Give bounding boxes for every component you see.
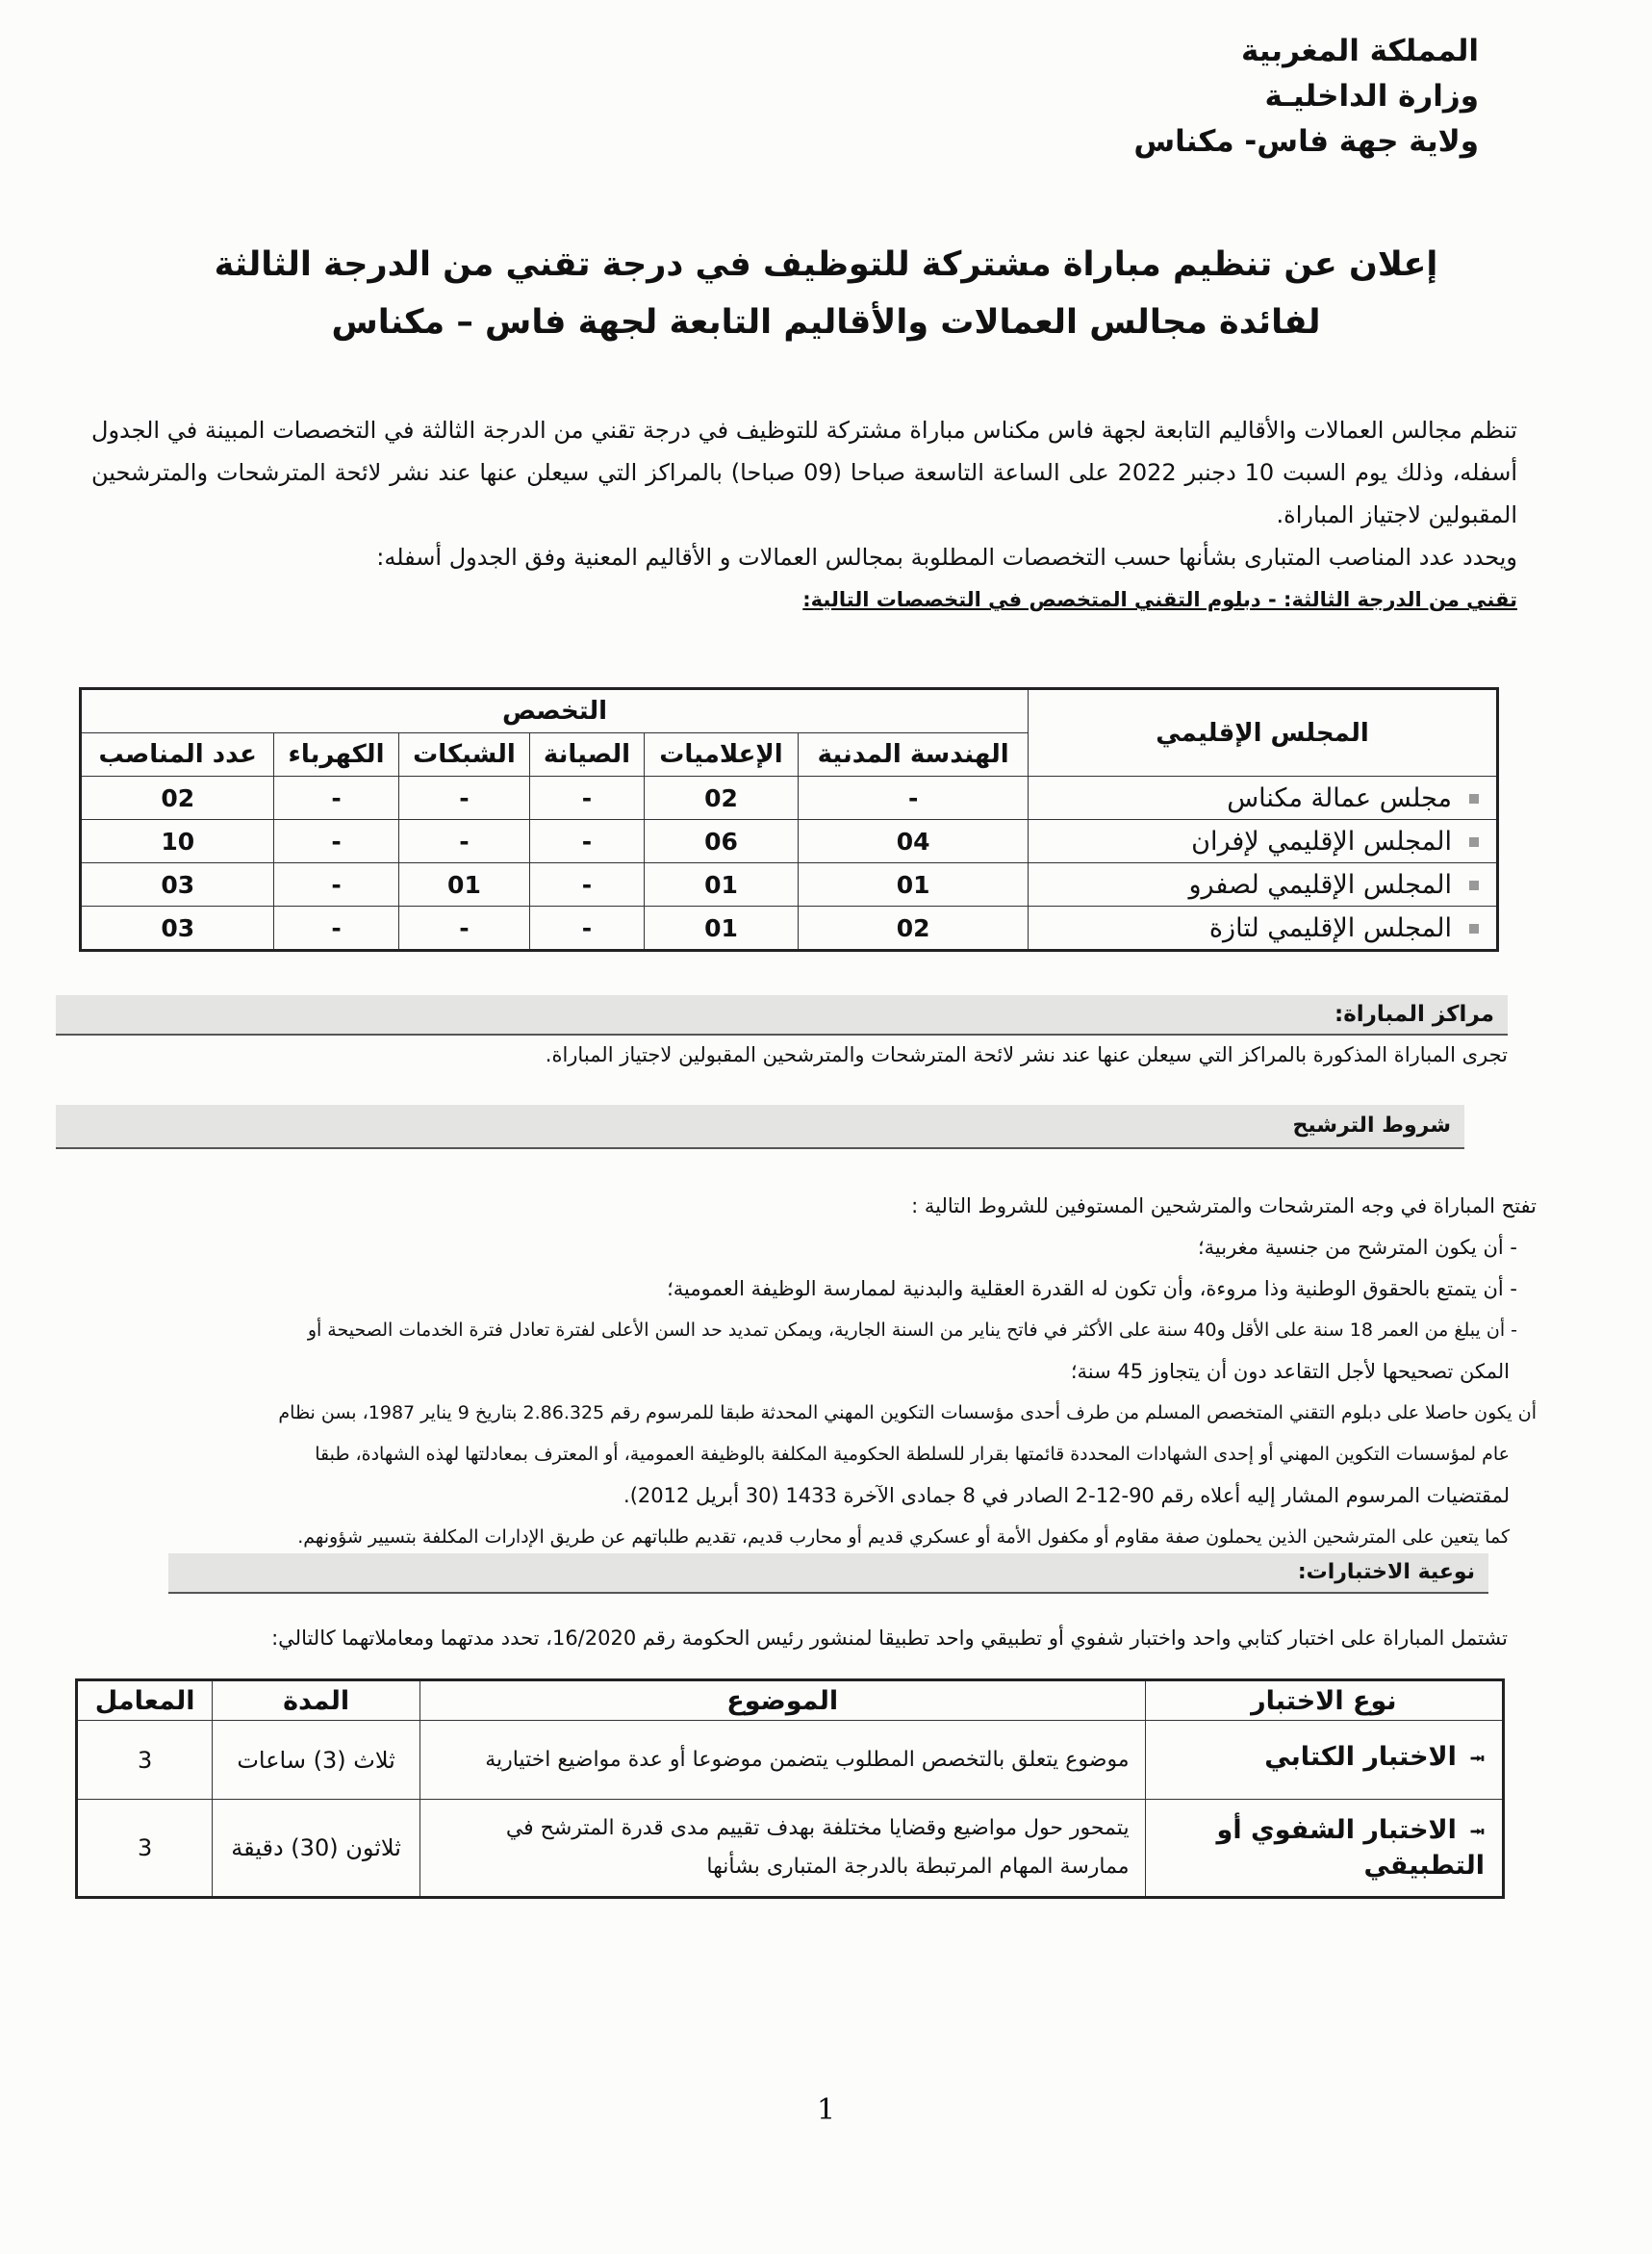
table-cell: 01 xyxy=(398,863,530,907)
table-cell: 02 xyxy=(644,777,799,820)
council-header: المجلس الإقليمي xyxy=(1029,689,1498,777)
centers-text: تجرى المباراة المذكورة بالمراكز التي سيعلن عنها عند نشر لائحة المترشحات والمترشحين المقبولين لاجتياز المباراة. xyxy=(545,1043,1508,1066)
table-cell: 04 xyxy=(799,820,1029,863)
table-cell: 02 xyxy=(799,907,1029,951)
table-row xyxy=(77,1721,1504,1800)
table-row xyxy=(81,907,1498,951)
table-cell: - xyxy=(274,777,398,820)
column-header: الصيانة xyxy=(530,733,644,777)
test-type: الاختبار الكتابي xyxy=(1264,1742,1457,1772)
intro-paragraph: تنظم مجالس العمالات والأقاليم التابعة لجهة فاس مكناس مباراة مشتركة للتوظيف في درجة تقني من الدرجة الثالثة في التخصصات المبينة في الجدول أسفله، وذلك يوم السبت 10 دجنبر 2022 على الساعة التاسعة صباحا (09 صباحا) بالمراكز التي سيعلن عنها عند نشر لائحة المترشحات والمترشحين المقبولين لاجتياز المباراة. xyxy=(91,417,1517,528)
column-header: الهندسة المدنية xyxy=(799,733,1029,777)
condition-item: - أن يبلغ من العمر 18 سنة على الأقل و40 سنة على الأكثر في فاتح يناير من السنة الجارية، ويمكن تمديد حد السن الأعلى لفترة تعادل فترة الخدمات الصحيحة أو xyxy=(307,1319,1517,1341)
table-row xyxy=(81,777,1498,820)
test-coefficient: 3 xyxy=(77,1800,213,1898)
diploma-line: أن يكون حاصلا على دبلوم التقني المتخصص المسلم من طرف أحدى مؤسسات التكوين المهني المحدثة طبقا للمرسوم رقم 2.86.325 بتاريخ 9 يناير 1987، بسن نظام xyxy=(278,1402,1537,1423)
column-header: عدد المناصب xyxy=(81,733,274,777)
table-cell: - xyxy=(274,820,398,863)
test-subject: يتمحور حول مواضيع وقضايا مختلفة بهدف تقييم مدى قدرة المترشح في ممارسة المهام المرتبطة بالدرجة المتبارى بشأنها xyxy=(419,1800,1145,1898)
condition-item: - أن يتمتع بالحقوق الوطنية وذا مروءة، وأن تكون له القدرة العقلية والبدنية لممارسة الوظيفة العمومية؛ xyxy=(667,1277,1517,1300)
column-header: الإعلاميات xyxy=(644,733,799,777)
wilaya-line: ولاية جهة فاس- مكناس xyxy=(1133,124,1479,159)
table-cell: - xyxy=(530,907,644,951)
coef-header: المعامل xyxy=(77,1680,213,1721)
column-header: الشبكات xyxy=(398,733,530,777)
title-line-1: إعلان عن تنظيم مباراة مشتركة للتوظيف في درجة تقني من الدرجة الثالثة xyxy=(214,245,1438,284)
square-bullet-icon xyxy=(1469,794,1479,804)
conditions-section xyxy=(135,1186,1537,1558)
table-cell: - xyxy=(274,863,398,907)
table-cell: - xyxy=(398,907,530,951)
type-header: نوع الاختبار xyxy=(1145,1680,1503,1721)
condition-item: - أن يكون المترشح من جنسية مغربية؛ xyxy=(1197,1236,1517,1259)
test-duration: ثلاثون (30) دقيقة xyxy=(213,1800,420,1898)
council-name: المجلس الإقليمي لصفرو xyxy=(1188,869,1452,900)
table-cell: 06 xyxy=(644,820,799,863)
table-cell: - xyxy=(398,777,530,820)
intro-section xyxy=(91,409,1517,621)
table-row xyxy=(81,863,1498,907)
table-cell: 02 xyxy=(81,777,274,820)
arrow-bullet-icon: ⭲ xyxy=(1469,1747,1485,1770)
table-cell: - xyxy=(274,907,398,951)
column-header: الكهرباء xyxy=(274,733,398,777)
test-duration: ثلاث (3) ساعات xyxy=(213,1721,420,1800)
table-cell: 01 xyxy=(799,863,1029,907)
tests-section-title: نوعية الاختبارات: xyxy=(168,1553,1488,1594)
test-type: الاختبار الشفوي أو التطبيقي xyxy=(1216,1815,1485,1881)
test-subject: موضوع يتعلق بالتخصص المطلوب يتضمن موضوعا أو عدة مواضيع اختيارية xyxy=(419,1721,1145,1800)
announcement-title xyxy=(144,236,1508,351)
title-line-2: لفائدة مجالس العمالات والأقاليم التابعة لجهة فاس – مكناس xyxy=(331,303,1321,342)
duration-header: المدة xyxy=(213,1680,420,1721)
ministry-line: وزارة الداخليـة xyxy=(1264,79,1479,114)
conditions-section-title: شروط الترشيح xyxy=(56,1105,1464,1149)
tests-table xyxy=(75,1678,1505,1899)
council-name: المجلس الإقليمي لإفران xyxy=(1191,826,1452,857)
diploma-line: لمقتضيات المرسوم المشار إليه أعلاه رقم 90-12-2 الصادر في 8 جمادى الآخرة 1433 (30 أبريل 2012). xyxy=(623,1484,1510,1507)
table-cell: 03 xyxy=(81,907,274,951)
subject-header: الموضوع xyxy=(419,1680,1145,1721)
positions-table xyxy=(79,687,1499,952)
table-cell: - xyxy=(799,777,1029,820)
diploma-line: عام لمؤسسات التكوين المهني أو إحدى الشهادات المحددة قائمتها بقرار للسلطة الحكومية المكلفة بالوظيفة العمومية، أو المعترف بمعادلتها لهذه الشهادة، طبقا xyxy=(315,1444,1510,1465)
page-number: 1 xyxy=(816,2093,836,2127)
table-cell: 10 xyxy=(81,820,274,863)
kingdom-line: المملكة المغربية xyxy=(1240,34,1479,68)
table-cell: 01 xyxy=(644,907,799,951)
grade-subtitle: تقني من الدرجة الثالثة: - دبلوم التقني المتخصص في التخصصات التالية: xyxy=(802,588,1517,611)
square-bullet-icon xyxy=(1469,837,1479,847)
table-cell: - xyxy=(398,820,530,863)
council-name: المجلس الإقليمي لتازة xyxy=(1208,912,1452,943)
council-name: مجلس عمالة مكناس xyxy=(1227,782,1452,813)
table-cell: - xyxy=(530,863,644,907)
table-row xyxy=(77,1800,1504,1898)
table-cell: - xyxy=(530,777,644,820)
veterans-note: كما يتعين على المترشحين الذين يحملون صفة مقاوم أو مكفول الأمة أو عسكري قديم أو محارب قديم، تقديم طلباتهم عن طريق الإدارات المكلفة بتسيير شؤونهم. xyxy=(297,1526,1510,1548)
square-bullet-icon xyxy=(1469,924,1479,934)
letterhead xyxy=(1133,29,1479,165)
conditions-intro: تفتح المباراة في وجه المترشحات والمترشحين المستوفين للشروط التالية : xyxy=(911,1194,1537,1217)
condition-item: المكن تصحيحها لأجل التقاعد دون أن يتجاوز 45 سنة؛ xyxy=(1070,1360,1510,1383)
positions-paragraph: ويحدد عدد المناصب المتبارى بشأنها حسب التخصصات المطلوبة بمجالس العمالات و الأقاليم المعنية وفق الجدول أسفله: xyxy=(376,544,1517,571)
test-coefficient: 3 xyxy=(77,1721,213,1800)
specialty-header: التخصص xyxy=(81,689,1029,733)
centers-section-title: مراكز المباراة: xyxy=(56,995,1508,1036)
table-cell: 03 xyxy=(81,863,274,907)
table-cell: - xyxy=(530,820,644,863)
table-cell: 01 xyxy=(644,863,799,907)
table-row xyxy=(81,820,1498,863)
tests-intro: تشتمل المباراة على اختبار كتابي واحد واختبار شفوي أو تطبيقي واحد تطبيقا لمنشور رئيس الحكومة رقم 16/2020، تحدد مدتهما ومعاملاتهما كالتالي: xyxy=(271,1626,1508,1650)
square-bullet-icon xyxy=(1469,881,1479,890)
arrow-bullet-icon: ⭲ xyxy=(1469,1820,1485,1843)
